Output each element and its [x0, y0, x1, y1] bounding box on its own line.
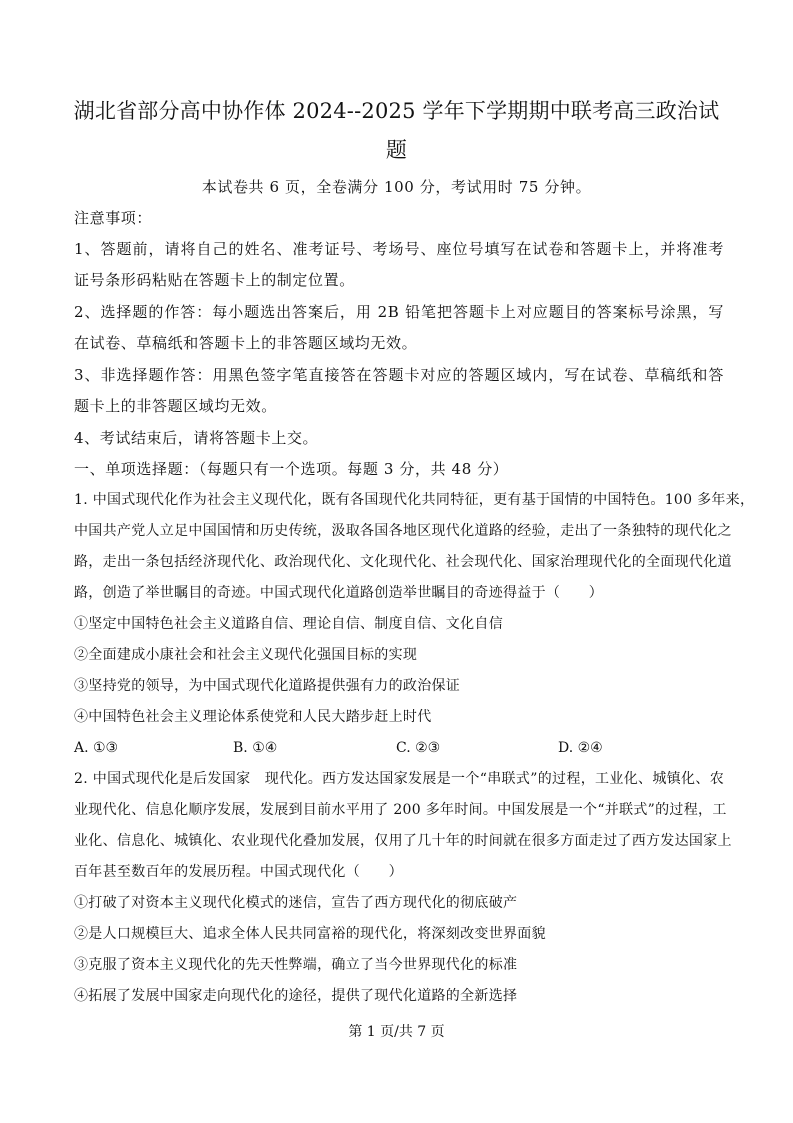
q2-item: ③克服了资本主义现代化的先天性弊端，确立了当今世界现代化的标准 [74, 957, 518, 973]
q1-stem-line: 中国共产党人立足中国国情和历史传统，汲取各国各地区现代化道路的经验，走出了一条独特的现代化之 [74, 523, 732, 539]
notice-line: 3、非选择题作答：用黑色签字笔直接答在答题卡对应的答题区域内，写在试卷、草稿纸和答 [74, 366, 724, 384]
q1-item: ②全面建成小康社会和社会主义现代化强国目标的实现 [74, 647, 418, 663]
q1-stem-line: 路，走出一条包括经济现代化、政治现代化、文化现代化、社会现代化、国家治理现代化的全面现代化道 [74, 554, 732, 570]
q1-option-b: B. ①④ [233, 740, 278, 756]
notice-line: 2、选择题的作答：每小题选出答案后，用 2B 铅笔把答题卡上对应题目的答案标号涂黑，写 [74, 303, 724, 321]
q2-stem-line: 业化、信息化、城镇化、农业现代化叠加发展，仅用了几十年的时间就在很多方面走过了西方发达国家上 [74, 833, 732, 849]
notice-heading: 注意事项： [74, 209, 153, 227]
notice-line: 题卡上的非答题区域均无效。 [74, 397, 277, 415]
notice-line: 1、答题前，请将自己的姓名、准考证号、考场号、座位号填写在试卷和答题卡上，并将准考 [74, 240, 724, 258]
exam-subtitle: 本试卷共 6 页，全卷满分 100 分，考试用时 75 分钟。 [201, 178, 592, 196]
page-footer: 第 1 页/共 7 页 [348, 1024, 445, 1040]
notice-line: 4、考试结束后，请将答题卡上交。 [74, 429, 319, 447]
q2-item: ①打破了对资本主义现代化模式的迷信，宣告了西方现代化的彻底破产 [74, 895, 518, 911]
q1-stem-line: 1. 中国式现代化作为社会主义现代化，既有各国现代化共同特征，更有基于国情的中国特色。100 多年来， [74, 492, 755, 508]
q1-item: ①坚定中国特色社会主义道路自信、理论自信、制度自信、文化自信 [74, 616, 503, 632]
q1-option-c: C. ②③ [396, 740, 441, 756]
exam-title-line1: 湖北省部分高中协作体 2024--2025 学年下学期期中联考高三政治试 [73, 99, 720, 123]
q1-option-d: D. ②④ [558, 740, 603, 756]
q2-stem-line: 2. 中国式现代化是后发国家 现代化。西方发达国家发展是一个“串联式”的过程，工业化、城镇化、农 [74, 771, 724, 787]
notice-line: 证号条形码粘贴在答题卡上的制定位置。 [74, 271, 355, 289]
q2-stem-line: 百年甚至数百年的发展历程。中国式现代化（ ） [74, 864, 403, 880]
exam-title-line2: 题 [385, 138, 408, 162]
section-heading: 一、单项选择题：（每题只有一个选项。每题 3 分，共 48 分） [74, 460, 509, 478]
q1-item: ④中国特色社会主义理论体系使党和人民大踏步赶上时代 [74, 709, 432, 725]
q1-stem-line: 路，创造了举世瞩目的奇迹。中国式现代化道路创造举世瞩目的奇迹得益于（ ） [74, 585, 604, 601]
q1-item: ③坚持党的领导，为中国式现代化道路提供强有力的政治保证 [74, 678, 461, 694]
q2-item: ②是人口规模巨大、追求全体人民共同富裕的现代化，将深刻改变世界面貌 [74, 926, 546, 942]
q2-stem-line: 业现代化、信息化顺序发展，发展到目前水平用了 200 多年时间。中国发展是一个“并联式”的过程，工 [74, 802, 727, 818]
q2-item: ④拓展了发展中国家走向现代化的途径，提供了现代化道路的全新选择 [74, 988, 518, 1004]
notice-line: 在试卷、草稿纸和答题卡上的非答题区域均无效。 [74, 334, 418, 352]
q1-option-a: A. ①③ [74, 740, 119, 756]
